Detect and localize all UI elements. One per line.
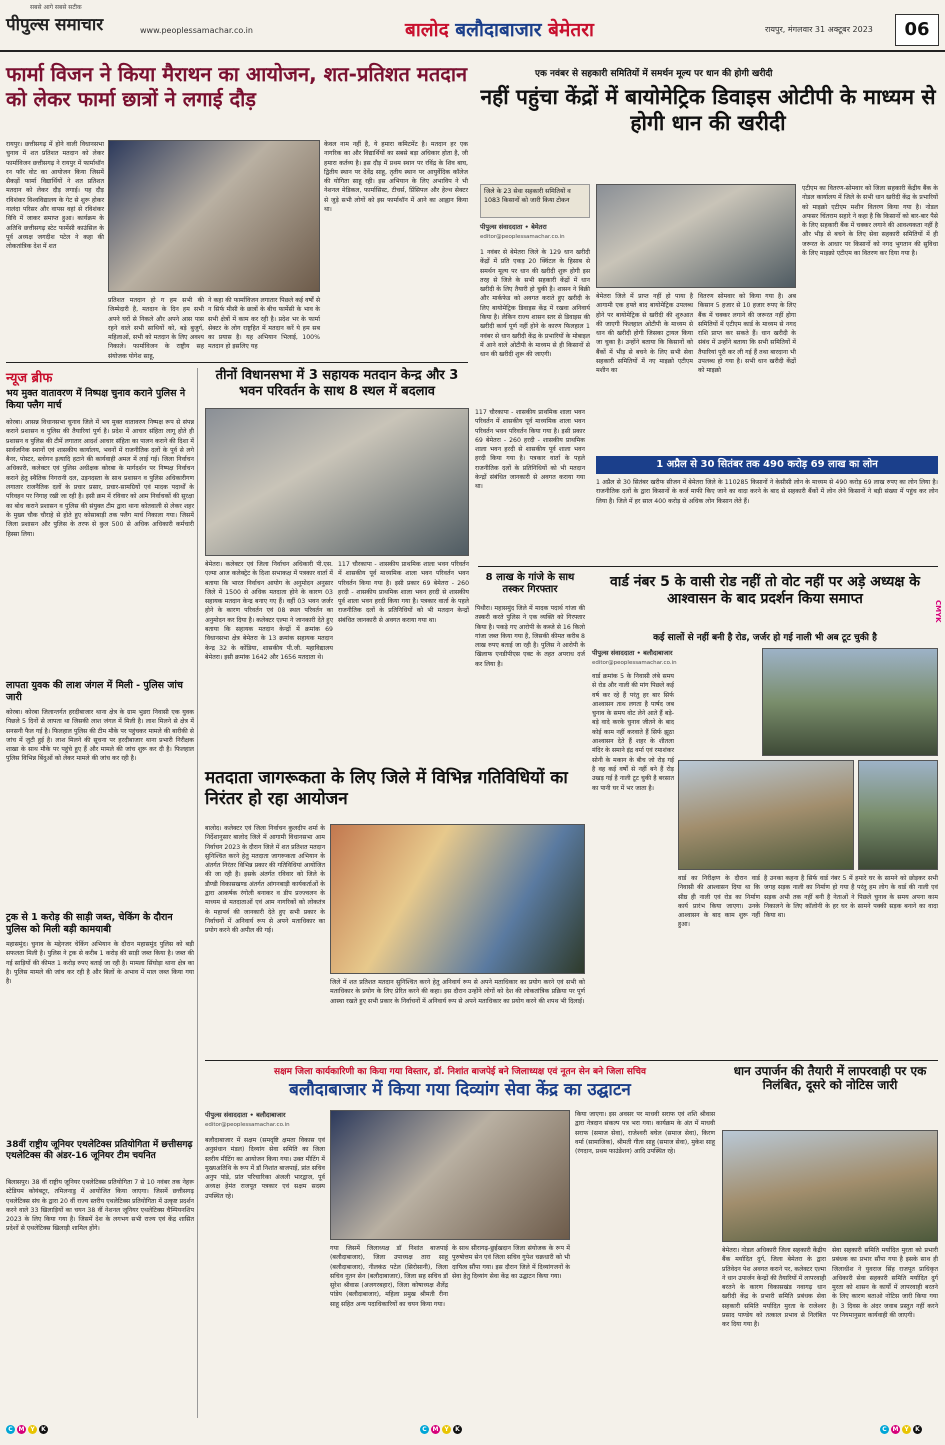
drain-photo-2 bbox=[678, 760, 854, 870]
headline-pharma: फार्मा विजन ने किया मैराथन का आयोजन, शत-प्रतिशत मतदान को लेकर फार्मा छात्रों ने लगाई दौड़ bbox=[6, 62, 468, 111]
cmyk-m: M bbox=[18, 1426, 25, 1433]
ward5-body-col1: वार्ड क्रमांक 5 के निवासी लंबे समय से रोड और नाली की मांग पिछले कई वर्ष कर रहे हैं परंतु हर बार सिर्फ आश्वासन ताथ लगता है पार्षद जब चुनाव के समय वोट लेने आते हैं बड़े-बड़े वादे करके चुनाव जीतने के बाद कोई काम नहीं करवाते हैं सिर्फ झूठा आश्वासन देते हैं शहर के शीतला मंदिर के समाने इंद्र वर्मा एवं रमाशंकर सोनी के मकान के बीच जो रोड़ गई है वह कई वर्षों से नहीं बने हैं रोड़ उखड़ गई है नाली टूट चुकी है बरसात का पानी घर में भर जाता है। bbox=[592, 673, 674, 792]
rangoli-awareness-photo bbox=[330, 824, 585, 974]
brief-title-flag-march: भय मुक्त वातावरण में निष्पक्ष चुनाव कराने पुलिस ने किया फ्लैग मार्च bbox=[6, 388, 186, 411]
biometric-body-col4: एटीएम का वितरण-सोमवार को जिला सहकारी केंद्रीय बैंक के नोडल कार्यालय में जिले के सभी धान खरीदी केंद्र के प्रभारियों को माइक्रो एटीएम मशीन वितरण किया गया है। नोडल अफसर चिंतराम सहारे ने कहा है कि किसानों को बार-बार पैसे के लिए सहकारी बैंक में चक्कर लगाने की आवश्यकता नहीं है और भीड़ से बचने के लिए सेवा सहकारी समितियों में ही जरूरत के आधार पर किसानों को नगद भुगतान की सुविधा के लिए माइक्रो एटीएम का वितरण कर दिया गया है। bbox=[802, 185, 938, 258]
divyang-body-col4: किया जाएगा। इस अवसर पर माधवी सराफ एवं शशि श्रीवास द्वारा नेत्रदान संकल्प पत्र भरा गया। कार्यक्रम के अंत में माधवी सराफ (समाज सेवा), राजेश्वरी बघेल (समाज सेवा), किरण वर्मा (सामाजिक), श्रीमती गीता साहू (समाज सेवा), मुकेश साहू (रंगदान, प्रथम फाउंडेशन) आदि उपस्थित रहे। bbox=[575, 1111, 715, 1156]
cmyk-marks-right bbox=[880, 1424, 924, 1434]
column-rule bbox=[197, 368, 198, 1418]
headline-paddy-notice: धान उपार्जन की तैयारी में लापरवाही पर एक निलंबित, दूसरे को नोटिस जारी bbox=[733, 1064, 927, 1093]
headline-ganja: 8 लाख के गांजे के साथ तस्कर गिरफ्तार bbox=[485, 572, 575, 595]
biometric-body-col1: 1 नवंबर से बेमेतरा जिले के 129 धान खरीदी केंद्रों में प्रति एकड़ 20 क्विंटल के हिसाब से समर्थन मूल्य पर धान की खरीदी शुरू होगी इस तरह से जिले के सभी सहकारी केंद्रों में धान खरीदी के लिए तैयारी हो चुकी है। शासन ने बिक्री और मार्कफेड को अवगत कराते हुए खरीदी के लिए बायोमेट्रिक डिवाइस केंद्र में रखवा अनिवार्य किया है। लेकिन राज्य शासन स्तर से डिवाइस की खरीदी कार्य पूर्ण नहीं होने के कारण फिलहाल 1 नवंबर से धान खरीदी केंद्र के प्रभारियों के मोबाइल में आने वाले ओटीपी के माध्यम से ही किसानों से धान की खरीदी शुरू की जाएगी। bbox=[480, 249, 590, 359]
pharma-body-col4: केवल नाम नहीं है, ये हमारा कमिटमेंट है। मतदान हर एक नागरिक का और विद्यार्थियों का सबसे बड़ा अधिकार होता है, जी हमारा कर्तव्य है। इस दौड़ में प्रथम स्थान पर रविंद्र के शिव बाघ, द्वितीय स्थान पर देवेंद्र साहू, तृतीय स्थान पर आयुर्वेदिक कॉलेज की योगिता साहू रही। इस अभियान के लिए अभाविप ने भी नेशनल मेडिकल, फार्मासिस्ट, टीचर्स, प्रिंसिपल और हेल्थ सेक्टर से जुड़े सभी लोगों को इस फार्माथॉन में आने का आह्वान किया था। bbox=[324, 141, 468, 214]
divyang-byline: पीपुल्स संवाददाता • बलौदाबाजार bbox=[205, 1111, 286, 1119]
voter-awareness-body-col2: जिले में शत प्रतिशत मतदान सुनिश्चित करने हेतु अनिवार्य रूप से अपने मताधिकार का प्रयोग करने एवं सभी को मताधिकार के प्रयोग के लिए प्रेरित करने की कहा। इस दौरान उन्होंने लोगों को देश की लोकतांत्रिक प्रक्रिया पर पूर्ण आस्था रखते हुए सभी प्रकार के निर्वाचनों में अनिवार्य रूप से अपने मताधिकार का प्रयोग करने की शपथ भी दिलाई। bbox=[330, 979, 585, 1005]
pharma-body-col2: प्रतिशत मतदान हो ग हम सभी की जिम्मेदारी है, मतदान के दिन हम सभी अपने घरों से निकले और अपने आस पास रहने वाले सभी साथियों को, बड़े बुजुर्ग, महिलाओं, सभी को मतदान के लिए अवश्य निकाले। फार्माविजन के राष्ट्रीय सह संयोजक योगेश साहू, bbox=[108, 297, 204, 360]
ward5-body-col2: वार्ड का निरीक्षण के दौरान वार्ड निवासी की आश्वासन दिया था कि सीघ्र ही नाली एवं रोड का निर्माण कार्य प्रारंभ किया जाएगा। उनके आश्वासन के बाद काम शुरू नहीं हुआ। bbox=[678, 875, 760, 929]
divyang-body-col1: बलौदाबाजार में सक्षम (समदृष्टि क्षमता विकास एवं अनुसंधान मंडल) दिव्यांग सेवा समिति का जिला स्तरीय मीटिंग का आयोजन किया गया। उक्त मीटिंग में मुख्यअतिथि के रूप में डॉ निशांत बाजपाई, प्रांत सचिव अनुप पांडे, प्रांत परिचारिका अंजली भारद्वाज, पूर्व अध्यक्ष हेमंत राजपूत पत्रकार एवं सक्षम सदस्य उपस्थित रहे। bbox=[205, 1137, 325, 1200]
voter-awareness-body-col1: बालोद। कलेक्टर एवं जिला निर्वाचन कुलदीप शर्मा के निर्देशानुसार बालोद जिले में आगामी विधानसभा आम निर्वाचन 2023 के दौरान जिले में शत प्रतिशत मतदान सुनिश्चित करने हेतु मतदाता जागरूकता अभियान के अंतर्गत निरंतर विभिन्न प्रकार की गतिविधियां आयोजित की जा रही है। इसके अंतर्गत रविवार को जिले के डौण्डी विकासखण्ड अंतर्गत आंगनबाड़ी कार्यकर्ताओं के द्वारा आकर्षक रंगोली बनाकर व डीप प्रज्ज्वलन के माध्यम से मतदाताओं एवं आम नागरिकों को लोकतंत्र के महापर्व की जानकारी देते हुए सभी प्रकार के निर्वाचनों में अनिवार्य रूप से अपने मताधिकार का प्रयोग करने की अपील की गई। bbox=[205, 825, 325, 935]
brief-body-saree-seizure: महासमुंद। चुनाव के मद्देनजर चेकिंग अभियान के दौरान महासमुंद पुलिस को बड़ी सफलता मिली है। पुलिस ने ट्रक से करीब 1 करोड़ की साड़ी जब्त किया है। जब्त की गई साड़ियों की कीमत 1 करोड़ रुपए बताई जा रही है। मामला सिंघोड़ा थाना क्षेत्र का है। पुलिस मामले की जांच कर रही है और बिलों के अभाव में माल जब्त किया गया है। bbox=[6, 941, 194, 986]
drain-photo-3 bbox=[858, 760, 938, 870]
pharma-body-col1: रायपुर। छत्तीसगढ़ में होने वाली विधानसभा चुनाव में शत प्रतिशत मतदान को लेकर फार्माविजन छत्तीसगढ़ ने रायपुर में फार्माथॉन रन फॉर वोट का आयोजन किया जिसमें सैकड़ों फार्मा विद्यार्थियों ने शत प्रतिशत मतदान को लेकर दौड़ लगाई। यह दौड़ रविशंकर विश्वविद्यालय के गेट से शुरू होकर नालंदा परिसर और वापस वहां से रविशंकर विवि में जाकर समाप्त हुआ। कार्यक्रम के अतिथि छत्तीसगढ़ स्टेट फार्मेसी काउंसिल के पूर्व अध्यक्ष जगदीश पटेल ने कहा की लोकतांत्रिक देश में शत bbox=[6, 141, 104, 251]
section-bemetara: बेमेतरा bbox=[548, 19, 594, 41]
paddy-notice-body-col1: बेमेतरा। नोडल अधिकारी जिला सहकारी केंद्रीय बैंक मर्यादित दुर्ग, जिला बेमेतरा के द्वारा प्रतिवेदन पेश अवगत कराने पर, कलेक्टर एल्मा ने धान उपार्जन केन्द्रों की तैयारियों में लापरवाही बरतने के कारण विकासखंड नवागढ़ धान खरीदी केंद्र के प्रभारी समिति प्रबंधक सेवा सहकारी समिति मर्यादित मुरता के राजेश्वर प्रसाद पाण्डेय को तत्काल प्रभाव से निलंबित कर दिया गया है। bbox=[722, 1247, 826, 1329]
divider bbox=[478, 566, 938, 567]
issue-date: रायपुर, मंगलवार 31 अक्टूबर 2023 bbox=[765, 25, 873, 34]
cmyk-c: C bbox=[880, 1425, 889, 1434]
biometric-body-col2: बेमेतरा जिले में प्राप्त नहीं हो पाया है आगामी एक हफ्ते बाद बायोमेट्रिक उपलब्ध होने पर बायोमेट्रिक से खरीदी की शुरुआत की जाएगी फिलहाल ओटीपी के माध्यम से धान की खरीदी होगी जिसका ट्रायल किया जा चुका है। उन्होंने बताया कि किसानों को बैंकों में भीड़ से बचने के लिए सभी सेवा सहकारी समितियों में नए माइक्रो एटीएम मशीन का bbox=[596, 293, 693, 375]
divyang-email[interactable]: editor@peoplessamachar.co.in bbox=[205, 1122, 290, 1128]
cmyk-y: Y bbox=[442, 1425, 451, 1434]
divider bbox=[6, 362, 468, 363]
section-title bbox=[405, 16, 594, 42]
warehouse-photo bbox=[722, 1130, 938, 1242]
cmyk-k: K bbox=[913, 1425, 922, 1434]
paddy-notice-body-col2: सेवा सहकारी समिति मर्यादित मुरता को प्रभारी प्रबंधक का प्रभार सौंपा गया है इसके साथ ही जिलाधीश ने युवराज सिंह राजपूत प्राधिकृत अधिकारी सेवा सहकारी समिति मर्यादित दुर्ग मुरता को शासन के कार्यों में लापरवाही बरतने के लिए कारण बताओ नोटिस जारी किया गया है। 3 दिवस के अंदर जवाब प्रस्तुत नहीं करने पर नियमानुसार कार्यवाही की जाएगी। bbox=[832, 1247, 938, 1320]
headline-biometric: नहीं पहुंचा केंद्रों में बायोमेट्रिक डिवाइस ओटीपी के माध्यम से होगी धान की खरीदी bbox=[480, 85, 936, 136]
three-centres-body-col1: बेमेतरा। कलेक्टर एवं जिला निर्वाचन अधिकारी पी.एस. एल्मा आज कलेक्ट्रेट के दिशा सभाकक्ष में पत्रकार वार्ता में बताया कि भारत निर्वाचन आयोग के अनुमोदन अनुसार जिले में 1500 से अधिक मतदाता होने के कारण 03 सहायक मतदान केन्द्र बनाए गए हैं। वहीं 03 भवन जर्जर होने के कारण परिवर्तन एवं 08 स्थल परिवर्तन का अनुमोदन कर दिया है। कलेक्टर एल्मा ने जानकारी देते हुए बताया कि सहायक मतदान केन्द्रों में क्रमांक 69 विधानसभा क्षेत्र बेमेतरा के 13 क्रमांक सहायक मतदान केन्द्र 32 के कोंडिया, शासकीय पी.जी. महाविद्यालय बेमेतरा। इसी क्रमांक 1642 और 1656 मतदाता थे। bbox=[205, 561, 333, 661]
cmyk-marks-center bbox=[420, 1424, 464, 1434]
biometric-byline: पीपुल्स संवाददाता • बेमेतरा bbox=[480, 223, 547, 231]
biometric-kicker: एक नवंबर से सहकारी समितियों में समर्थन मूल्य पर धान की होगी खरीदी bbox=[535, 69, 773, 79]
brief-title-saree-seizure: ट्रक से 1 करोड़ की साड़ी जब्त, चेकिंग के दौरान पुलिस को मिली बड़ी कामयाबी bbox=[6, 912, 173, 935]
cmyk-c: C bbox=[420, 1425, 429, 1434]
section-balodabazar: बलौदाबाजार bbox=[455, 19, 542, 41]
divider bbox=[205, 1060, 938, 1061]
divyang-body-col2: गया जिसमें जिलाध्यक्ष डॉ निशांत बाजपाई (बलौदाबाजार), जिला उपाध्यक्ष तारा साहू (बलौदाबाजार), नीलकंठ पटेल (सिरोसानी), जिला सचिव नूतन सेन (बलौदाबाजार), जिला सह सचिव डॉ सुरेश श्रीवास (अजगरबहार), जिला कोषाध्यक्ष शैलेंद्र पांडेय (बलौदाबाजार), महिला प्रमुख श्रीमती रीना साहू सहित अन्य पदाधिकारियों का चयन किया गया। bbox=[330, 1245, 448, 1308]
cmyk-m: M bbox=[432, 1426, 439, 1433]
biometric-body-col3: वितरण सोमवार को किया गया है। अब किसान 5 हजार से 10 हजार रुपए के लिए बैंक में चक्कर लगाने की जरूरत नहीं होगा समितियों में एटीएम कार्ड के माध्यम से नगद राशि प्राप्त कर सकते हैं। धान खरीदी के संबंध में उन्होंने बताया कि सभी समितियों में तैयारियां पूरी कर ली गई हैं तथा बारदाना भी उपलब्ध हो गया है। सभी धान खरीदी केंद्रों को माइक्रो bbox=[698, 293, 796, 375]
cmyk-k: K bbox=[453, 1425, 462, 1434]
ward5-email[interactable]: editor@peoplessamachar.co.in bbox=[592, 660, 677, 666]
loan-body: 1 अप्रैल से 30 सितंबर खरीफ सीजन में बेमेतरा जिले के 110285 किसानों ने केसीसी लोन के माध्यम से 490 करोड़ 69 लाख रुपए का लोन लिया है। राजनीतिक दलों के द्वारा किसानों के कर्ज माफी किए जाने का वादा करने के बाद से सहकारी बैंकों में लोन लेने किसानों ने बड़ी संख्या में पहुंच कर लोन लिया है। जिले में हर साल 400 करोड़ से अधिक लोन किसान लेते हैं। bbox=[596, 479, 938, 505]
cmyk-y: Y bbox=[902, 1425, 911, 1434]
brief-body-missing-youth: कोरबा। कोरबा जिलान्तर्गत हरदीबाजार थाना क्षेत्र के ग्राम भुडरा निवासी एक युवक पिछले 5 दिनों से लापता था जिसकी लाश जंगल में मिली है। लाश मिलने से क्षेत्र में सनसनी फैल गई है। फिलहाल पुलिस की टीम मौके पर पहुंचकर मामले की बारीकी से जांच में जुटी हुई है। लाश मिलने की सूचना पर हरदीबाजार थाना प्रभारी निरीक्षक शाखा के साथ मौके पर पहुंचे हुए हैं और मामले की जांच शुरू कर दी है। फिलहाल पुलिस विभिन्न बिंदुओं को लेकर मामले की जांच कर रही है। bbox=[6, 709, 194, 763]
headline-three-centres: तीनों विधानसभा में 3 सहायक मतदान केन्द्र और 3 भवन परिवर्तन के साथ 8 स्थल में बदलाव bbox=[215, 368, 459, 399]
ward5-body-col3: है उनका कहना है सिर्फ वार्ड नंबर 5 में हमारे घर के सामने को छोड़कर सभी जगह सड़क नाली का निर्माण हो गया है परंतु हम लोग के वार्ड की नाली एवं सड़क अभी तक नहीं बनी है नेताओं ने पिछले चुनाव के समय अपना काम निकालने के लिए कॉलोनी के हर घर के सामने पक्की सड़क बनाने का वादा किया था। bbox=[764, 875, 938, 920]
atm-distribution-photo bbox=[596, 184, 796, 288]
headline-ward5: वार्ड नंबर 5 के वासी रोड नहीं तो वोट नहीं पर अड़े अध्यक्ष के आश्वासन के बाद प्रदर्शन किया समाप्त bbox=[609, 574, 921, 607]
divyang-kicker: सक्षम जिला कार्यकारिणी का किया गया विस्तार, डॉ. निशांत बाजपेई बने जिलाध्यक्ष एवं नूतन सेन बने जिला सचिव bbox=[274, 1067, 646, 1077]
press-conference-photo bbox=[205, 408, 469, 556]
biometric-email[interactable]: editor@peoplessamachar.co.in bbox=[480, 234, 565, 240]
brief-title-missing-youth: लापता युवक की लाश जंगल में मिली - पुलिस जांच जारी bbox=[6, 680, 183, 703]
three-centres-body-col3: 117 चौरकापा - शासकीय प्राथमिक शाला भवन परिवर्तन में शासकीय पूर्व माध्यमिक शाला भवन परिवर्तन भवन परिवर्तन किया गया है। इसी प्रकार 69 बेमेतरा - 260 हरदी - शासकीय प्राथमिक शाला भवन हरदी से शासकीय पूर्व शाला भवन हरदी किया गया है। पत्रकार वार्ता के पहले राजनीतिक दलों के प्रतिनिधियों को भी मतदान केन्द्रों संबंधित जानकारी से अवगत कराया गया था। bbox=[475, 409, 585, 491]
ward5-byline: पीपुल्स संवाददाता • बलौदाबाजार bbox=[592, 649, 673, 657]
website-url[interactable]: www.peoplessamachar.co.in bbox=[140, 26, 253, 35]
news-brief-label: न्यूज ब्रीफ bbox=[6, 371, 53, 386]
headline-divyang: बलौदाबाजार में किया गया दिव्यांग सेवा केंद्र का उद्घाटन bbox=[289, 1080, 631, 1100]
brief-title-athletics: 38वीं राष्ट्रीय जूनियर एथलेटिक्स प्रतियोगिता में छत्तीसगढ़ एथलेटिक्स की अंडर-16 जूनियर टीम चयनित bbox=[6, 1140, 193, 1162]
cmyk-k: K bbox=[39, 1425, 48, 1434]
ganja-body: पिथौरा। महासमुंद जिले में मादक पदार्थ गांजा की तस्करी करते पुलिस ने एक व्यक्ति को गिरफ्तार किया है। पकड़े गए आरोपी के कब्जे से 16 किलो गांजा जब्त किया गया है, जिसकी कीमत करीब 8 लाख रुपए बताई जा रही है। पुलिस ने आरोपी के खिलाफ एनडीपीएस एक्ट के तहत अपराध दर्ज कर लिया है। bbox=[475, 605, 585, 668]
brief-body-flag-march: कोरबा। आसन्न विधानसभा चुनाव जिले में भय मुक्त वातावरण निष्पक्ष रूप से संपन्न कराने प्रशासन व पुलिस की तैयारियां पूर्ण है। प्रदेश में आचार संहिता लागू होते ही प्रशासन व पुलिस की टीमें लगातार आदर्श आचार संहिता का पालन कराने की दिशा में सार्वजनिक स्थानों एवं शासकीय कार्यालय, भवनों में राजनीतिक दलों के पूर्व से लगे बैनर, पोस्टर, स्लोगन इत्यादि हटाने की कार्यवाही अमल में लाई गई। जिला निर्वाचन अधिकारी, कलेक्टर एवं पुलिस अधीक्षक कोरबा के मार्गदर्शन पर निष्पक्ष निर्वाचन कराने हेतु स्थैतिक निगरानी दल, उड़नदस्ता के साथ प्रशासन व पुलिस अधिकारीगण लगातार राजनैतिक दलों के प्रचार प्रसार, प्रचार-सामग्रियों एवं मादक पदार्थों के परिवहन पर निगाह रखी जा रही है। इसी क्रम में रविवार को आम निर्वाचकों की सुरक्षा का बोध कराने प्रशासन व पुलिस की संयुक्त टीम द्वारा थाना कोतवाली से लेकर शहर के मुख्य चौक चौराहे से होते हुए कोसाबाड़ी तक फ्लैग मार्च निकाला गया। जिसमें जिला प्रशासन और पुलिस के तरफ से कुल 500 से अधिक अधिकारी कर्मचारी हिस्सा लिया। bbox=[6, 419, 194, 538]
pharma-body-col3: ने कहा की फार्माविजन लगातार पिछले कई वर्षों से न सिर्फ मीसी के छात्रों के बीच फार्मेसी के भाव के सभी क्षेत्रों में काम कर रही है। प्रदेश भर के फार्मा सेक्टर के लोग राष्ट्रहित में मतदान करें ये हम सब का प्रयास है। यह अभियान भिलाई, 100% मतदान हो इसलिए यह bbox=[208, 297, 320, 351]
page-number: 06 bbox=[895, 14, 939, 46]
cmyk-side-label: CMYK bbox=[934, 600, 942, 623]
cmyk-y: Y bbox=[28, 1425, 37, 1434]
brief-body-athletics: बिलासपुर। 38 वीं राष्ट्रीय जूनियर एथलेटिक्स प्रतियोगिता 7 से 10 नवंबर तक नेहरू स्टेडियम कोयंबटूर, तमिलनाडु में आयोजित किया जाएगा। जिसमें छत्तीसगढ़ एथलेटिक्स संघ के द्वारा 20 वीं राज्य स्तरीय एथलेटिक्स प्रतियोगिता में उत्कृष्ट प्रदर्शन करने वाले 33 खिलाड़ियों का चयन 38 वीं नेशनल जूनियर एथलेटिक्स चैम्पियनशिप 2023 के लिए किया गया है। जिसमें देश के लगभग सभी राज्य एवं केंद्र शासित प्रदेशों से एथलेटिक्स खिलाड़ी शामिल होंगे। bbox=[6, 1179, 194, 1233]
cmyk-c: C bbox=[6, 1425, 15, 1434]
biometric-callout: जिले के 23 सेवा सहकारी समितियों व 1083 किसानों को जारी किया टोकन bbox=[480, 184, 590, 218]
drain-photo-1 bbox=[762, 648, 938, 756]
loan-bar: 1 अप्रैल से 30 सितंबर तक 490 करोड़ 69 लाख का लोन bbox=[596, 456, 938, 474]
brand-tagline: सबसे आगे सबसे सटीक bbox=[30, 4, 82, 11]
ward5-subhead: कई सालों से नहीं बनी है रोड, जर्जर हो गई नाली भी अब टूट चुकी है bbox=[653, 633, 877, 643]
pharma-marathon-photo bbox=[108, 140, 320, 292]
headline-voter-awareness: मतदाता जागरूकता के लिए जिले में विभिन्न गतिविधियों का निरंतर हो रहा आयोजन bbox=[205, 768, 568, 810]
three-centres-body-col2: 117 चौरकापा - शासकीय प्राथमिक शाला भवन परिवर्तन में शासकीय पूर्व माध्यमिक शाला भवन परिवर्तन भवन परिवर्तन किया गया है। इसी प्रकार 69 बेमेतरा - 260 हरदी - शासकीय प्राथमिक शाला भवन हरदी से शासकीय पूर्व शाला भवन हरदी किया गया है। पत्रकार वार्ता के पहले राजनीतिक दलों के प्रतिनिधियों को भी मतदान केन्द्रों संबंधित जानकारी से अवगत कराया गया था। bbox=[338, 561, 469, 624]
divyang-meeting-photo bbox=[330, 1110, 570, 1240]
brand-logo: पीपुल्स समाचार bbox=[6, 15, 104, 35]
cmyk-m: M bbox=[892, 1426, 899, 1433]
section-balod: बालोद bbox=[405, 19, 449, 41]
divyang-body-col3: के साथ सीरागढ़-छुईखदान जिला संयोजक के रूप में पुरुषोत्तम सेन एवं जिला सचिव गुपेश चक्रधारी को भी दायित्व सौंपा गया। इस दौरान जिले में दिव्यांगजनों के सेवा हेतु दिव्यांग सेवा केंद्र का उद्घाटन किया गया। bbox=[452, 1245, 570, 1280]
cmyk-marks-left bbox=[6, 1424, 50, 1434]
